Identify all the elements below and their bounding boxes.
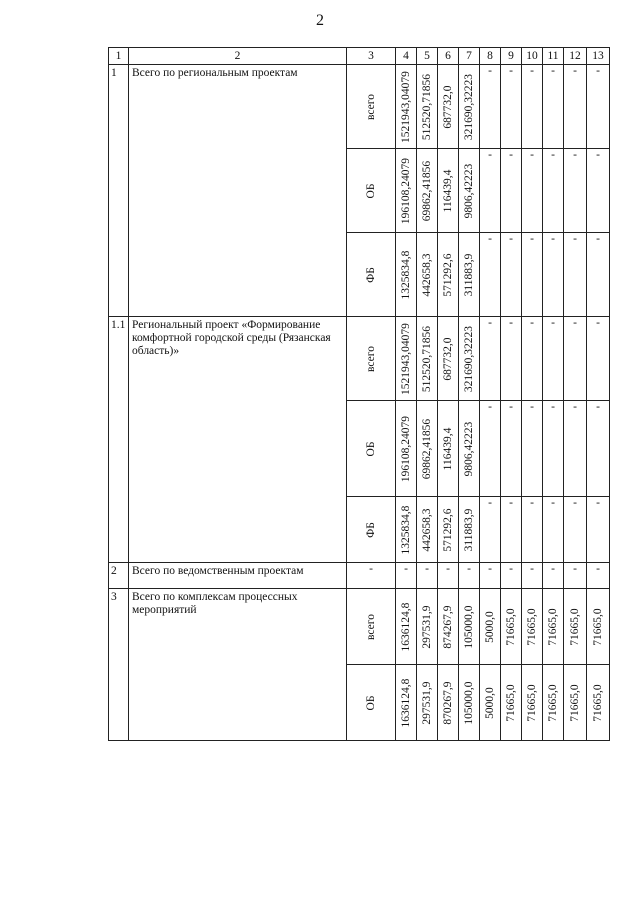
value-text: 5000,0: [484, 686, 496, 719]
value-text: 687732,0: [442, 336, 454, 381]
value-text: -: [551, 317, 555, 329]
value-cell: [564, 317, 587, 401]
value-text: -: [509, 563, 513, 575]
value-text: 571292,6: [442, 252, 454, 297]
value-cell: [543, 65, 564, 149]
value-text: 311883,9: [463, 508, 475, 551]
value-text: 105000,0: [463, 680, 475, 725]
value-cell: [564, 665, 587, 741]
value-cell: [522, 233, 543, 317]
section-number: 1: [109, 65, 129, 317]
value-text: 5000,0: [484, 610, 496, 643]
value-cell: [396, 665, 417, 741]
value-text: -: [530, 401, 534, 413]
value-text: -: [551, 149, 555, 161]
value-cell: [396, 589, 417, 665]
value-cell: [522, 317, 543, 401]
value-cell: [587, 149, 610, 233]
value-text: 512520,71856: [421, 73, 433, 140]
value-cell: [438, 563, 459, 589]
value-cell: [501, 317, 522, 401]
value-cell: [480, 149, 501, 233]
value-cell: [501, 665, 522, 741]
header-cell: 4: [396, 48, 417, 65]
section-name: Всего по комплексам процессных мероприятий: [129, 589, 347, 741]
value-text: -: [467, 563, 471, 575]
value-cell: [480, 233, 501, 317]
header-row: [109, 48, 610, 65]
value-text: -: [573, 563, 577, 575]
value-text: 69862,41856: [421, 418, 433, 479]
value-cell: [543, 233, 564, 317]
value-text: -: [551, 401, 555, 413]
value-cell: [587, 563, 610, 589]
value-text: 116439,4: [442, 427, 454, 470]
header-cell: 12: [564, 48, 587, 65]
value-text: -: [596, 65, 600, 77]
value-text: 9806,42223: [463, 421, 475, 476]
header-cell: 3: [347, 48, 396, 65]
value-cell: [417, 563, 438, 589]
value-text: 105000,0: [463, 604, 475, 649]
funding-source-cell: [347, 149, 396, 233]
value-text: 1325834,8: [400, 505, 412, 554]
value-cell: [438, 497, 459, 563]
value-text: -: [530, 497, 534, 509]
value-cell: [480, 401, 501, 497]
value-text: -: [530, 563, 534, 575]
value-text: 71665,0: [592, 607, 604, 646]
value-text: -: [530, 149, 534, 161]
funding-source: всего: [365, 93, 377, 120]
value-text: 71665,0: [526, 607, 538, 646]
value-cell: [438, 401, 459, 497]
value-text: 71665,0: [505, 607, 517, 646]
value-cell: [459, 317, 480, 401]
header-cell: 2: [129, 48, 347, 65]
value-cell: [543, 497, 564, 563]
value-cell: [501, 149, 522, 233]
value-text: -: [488, 317, 492, 329]
value-cell: [543, 317, 564, 401]
value-cell: [438, 149, 459, 233]
value-cell: [522, 497, 543, 563]
value-text: 116439,4: [442, 169, 454, 212]
value-text: -: [425, 563, 429, 575]
value-text: -: [509, 233, 513, 245]
value-cell: [459, 65, 480, 149]
value-text: -: [530, 233, 534, 245]
value-cell: [522, 563, 543, 589]
value-cell: [587, 497, 610, 563]
value-text: 297531,9: [421, 604, 433, 649]
value-text: -: [530, 65, 534, 77]
header-cell: 10: [522, 48, 543, 65]
value-text: -: [509, 317, 513, 329]
value-text: -: [488, 497, 492, 509]
value-cell: [438, 233, 459, 317]
value-text: -: [573, 401, 577, 413]
value-text: 69862,41856: [421, 160, 433, 221]
value-text: -: [573, 149, 577, 161]
funding-source: всего: [365, 613, 377, 640]
budget-table: [108, 47, 610, 741]
value-text: 71665,0: [547, 607, 559, 646]
value-text: 71665,0: [505, 683, 517, 722]
funding-source-cell: [347, 233, 396, 317]
value-cell: [438, 317, 459, 401]
value-cell: [501, 563, 522, 589]
header-cell: 9: [501, 48, 522, 65]
value-cell: [564, 65, 587, 149]
table-row: [109, 589, 610, 665]
value-text: -: [573, 233, 577, 245]
value-cell: [396, 563, 417, 589]
value-cell: [459, 497, 480, 563]
value-text: 311883,9: [463, 253, 475, 296]
value-cell: [522, 401, 543, 497]
value-text: -: [551, 497, 555, 509]
value-text: -: [596, 233, 600, 245]
value-text: -: [509, 65, 513, 77]
section-number: 3: [109, 589, 129, 741]
funding-source: всего: [365, 345, 377, 372]
value-cell: [587, 65, 610, 149]
value-cell: [417, 65, 438, 149]
value-text: -: [488, 401, 492, 413]
value-text: -: [573, 497, 577, 509]
funding-source: -: [369, 563, 373, 575]
value-cell: [417, 149, 438, 233]
value-text: -: [509, 497, 513, 509]
table-row: [109, 563, 610, 589]
value-text: -: [488, 65, 492, 77]
funding-source-cell: [347, 665, 396, 741]
funding-source: ОБ: [365, 183, 377, 198]
value-cell: [480, 497, 501, 563]
value-text: 1636124,8: [400, 678, 412, 727]
value-cell: [564, 563, 587, 589]
funding-source-cell: [347, 401, 396, 497]
value-text: 442658,3: [421, 252, 433, 297]
value-text: 71665,0: [592, 683, 604, 722]
section-name: Всего по региональным проектам: [129, 65, 347, 317]
value-text: 1521943,04079: [400, 322, 412, 395]
value-cell: [564, 589, 587, 665]
value-text: 297531,9: [421, 680, 433, 725]
value-cell: [417, 589, 438, 665]
value-cell: [396, 65, 417, 149]
value-cell: [587, 589, 610, 665]
value-cell: [587, 665, 610, 741]
value-text: -: [488, 563, 492, 575]
section-number: 1.1: [109, 317, 129, 563]
header-cell: 1: [109, 48, 129, 65]
value-text: -: [596, 317, 600, 329]
value-cell: [564, 401, 587, 497]
value-text: -: [551, 65, 555, 77]
funding-source: ОБ: [365, 695, 377, 710]
value-cell: [438, 665, 459, 741]
value-cell: [522, 589, 543, 665]
value-cell: [417, 317, 438, 401]
section-number: 2: [109, 563, 129, 589]
value-cell: [587, 317, 610, 401]
value-text: 442658,3: [421, 507, 433, 552]
value-cell: [564, 149, 587, 233]
value-text: -: [596, 563, 600, 575]
value-text: -: [530, 317, 534, 329]
value-cell: [501, 233, 522, 317]
funding-source-cell: [347, 497, 396, 563]
value-text: 512520,71856: [421, 325, 433, 392]
value-text: 196108,24079: [400, 415, 412, 482]
value-text: 1325834,8: [400, 250, 412, 299]
header-cell: 6: [438, 48, 459, 65]
value-text: -: [573, 65, 577, 77]
value-text: -: [509, 401, 513, 413]
value-cell: [501, 589, 522, 665]
value-cell: [396, 233, 417, 317]
value-cell: [543, 589, 564, 665]
value-cell: [417, 233, 438, 317]
header-cell: 11: [543, 48, 564, 65]
funding-source-cell: [347, 563, 396, 589]
value-cell: [480, 665, 501, 741]
value-text: -: [596, 497, 600, 509]
value-cell: [396, 497, 417, 563]
value-text: -: [404, 563, 408, 575]
value-cell: [459, 233, 480, 317]
value-cell: [543, 665, 564, 741]
value-text: -: [551, 563, 555, 575]
funding-source: ФБ: [365, 266, 377, 283]
value-cell: [459, 149, 480, 233]
value-cell: [459, 589, 480, 665]
value-cell: [522, 149, 543, 233]
value-cell: [501, 401, 522, 497]
value-text: -: [551, 233, 555, 245]
value-text: 571292,6: [442, 507, 454, 552]
funding-source: ФБ: [365, 521, 377, 538]
value-text: -: [596, 401, 600, 413]
value-text: 687732,0: [442, 84, 454, 129]
value-cell: [396, 401, 417, 497]
value-cell: [459, 563, 480, 589]
value-text: 9806,42223: [463, 163, 475, 218]
value-cell: [501, 497, 522, 563]
value-text: 321690,32223: [463, 325, 475, 392]
header-cell: 7: [459, 48, 480, 65]
value-text: -: [488, 149, 492, 161]
page-number: 2: [316, 12, 324, 29]
value-cell: [501, 65, 522, 149]
value-cell: [543, 401, 564, 497]
header-cell: 5: [417, 48, 438, 65]
value-text: -: [488, 233, 492, 245]
value-cell: [564, 497, 587, 563]
value-text: 71665,0: [547, 683, 559, 722]
value-cell: [587, 401, 610, 497]
value-text: 874267,9: [442, 604, 454, 649]
funding-source: ОБ: [365, 441, 377, 456]
value-cell: [480, 317, 501, 401]
value-cell: [396, 149, 417, 233]
value-text: 321690,32223: [463, 73, 475, 140]
value-text: 1636124,8: [400, 602, 412, 651]
value-text: 1521943,04079: [400, 70, 412, 143]
value-cell: [459, 401, 480, 497]
value-cell: [417, 665, 438, 741]
value-cell: [459, 665, 480, 741]
value-cell: [480, 65, 501, 149]
value-cell: [480, 563, 501, 589]
value-cell: [438, 589, 459, 665]
value-cell: [396, 317, 417, 401]
value-cell: [543, 563, 564, 589]
value-cell: [522, 65, 543, 149]
value-text: -: [446, 563, 450, 575]
value-cell: [522, 665, 543, 741]
value-text: 870267,9: [442, 680, 454, 725]
value-text: -: [573, 317, 577, 329]
table-row: [109, 317, 610, 401]
funding-source-cell: [347, 65, 396, 149]
value-text: 196108,24079: [400, 157, 412, 224]
value-cell: [543, 149, 564, 233]
value-text: -: [596, 149, 600, 161]
funding-source-cell: [347, 589, 396, 665]
value-cell: [417, 401, 438, 497]
value-cell: [587, 233, 610, 317]
header-cell: 13: [587, 48, 610, 65]
section-name: Региональный проект «Формирование комфортной городской среды (Рязанская область)»: [129, 317, 347, 563]
value-cell: [417, 497, 438, 563]
value-text: 71665,0: [526, 683, 538, 722]
value-text: 71665,0: [569, 607, 581, 646]
value-cell: [480, 589, 501, 665]
value-cell: [438, 65, 459, 149]
value-text: 71665,0: [569, 683, 581, 722]
table-row: [109, 65, 610, 149]
value-cell: [564, 233, 587, 317]
section-name: Всего по ведомственным проектам: [129, 563, 347, 589]
funding-source-cell: [347, 317, 396, 401]
header-cell: 8: [480, 48, 501, 65]
value-text: -: [509, 149, 513, 161]
